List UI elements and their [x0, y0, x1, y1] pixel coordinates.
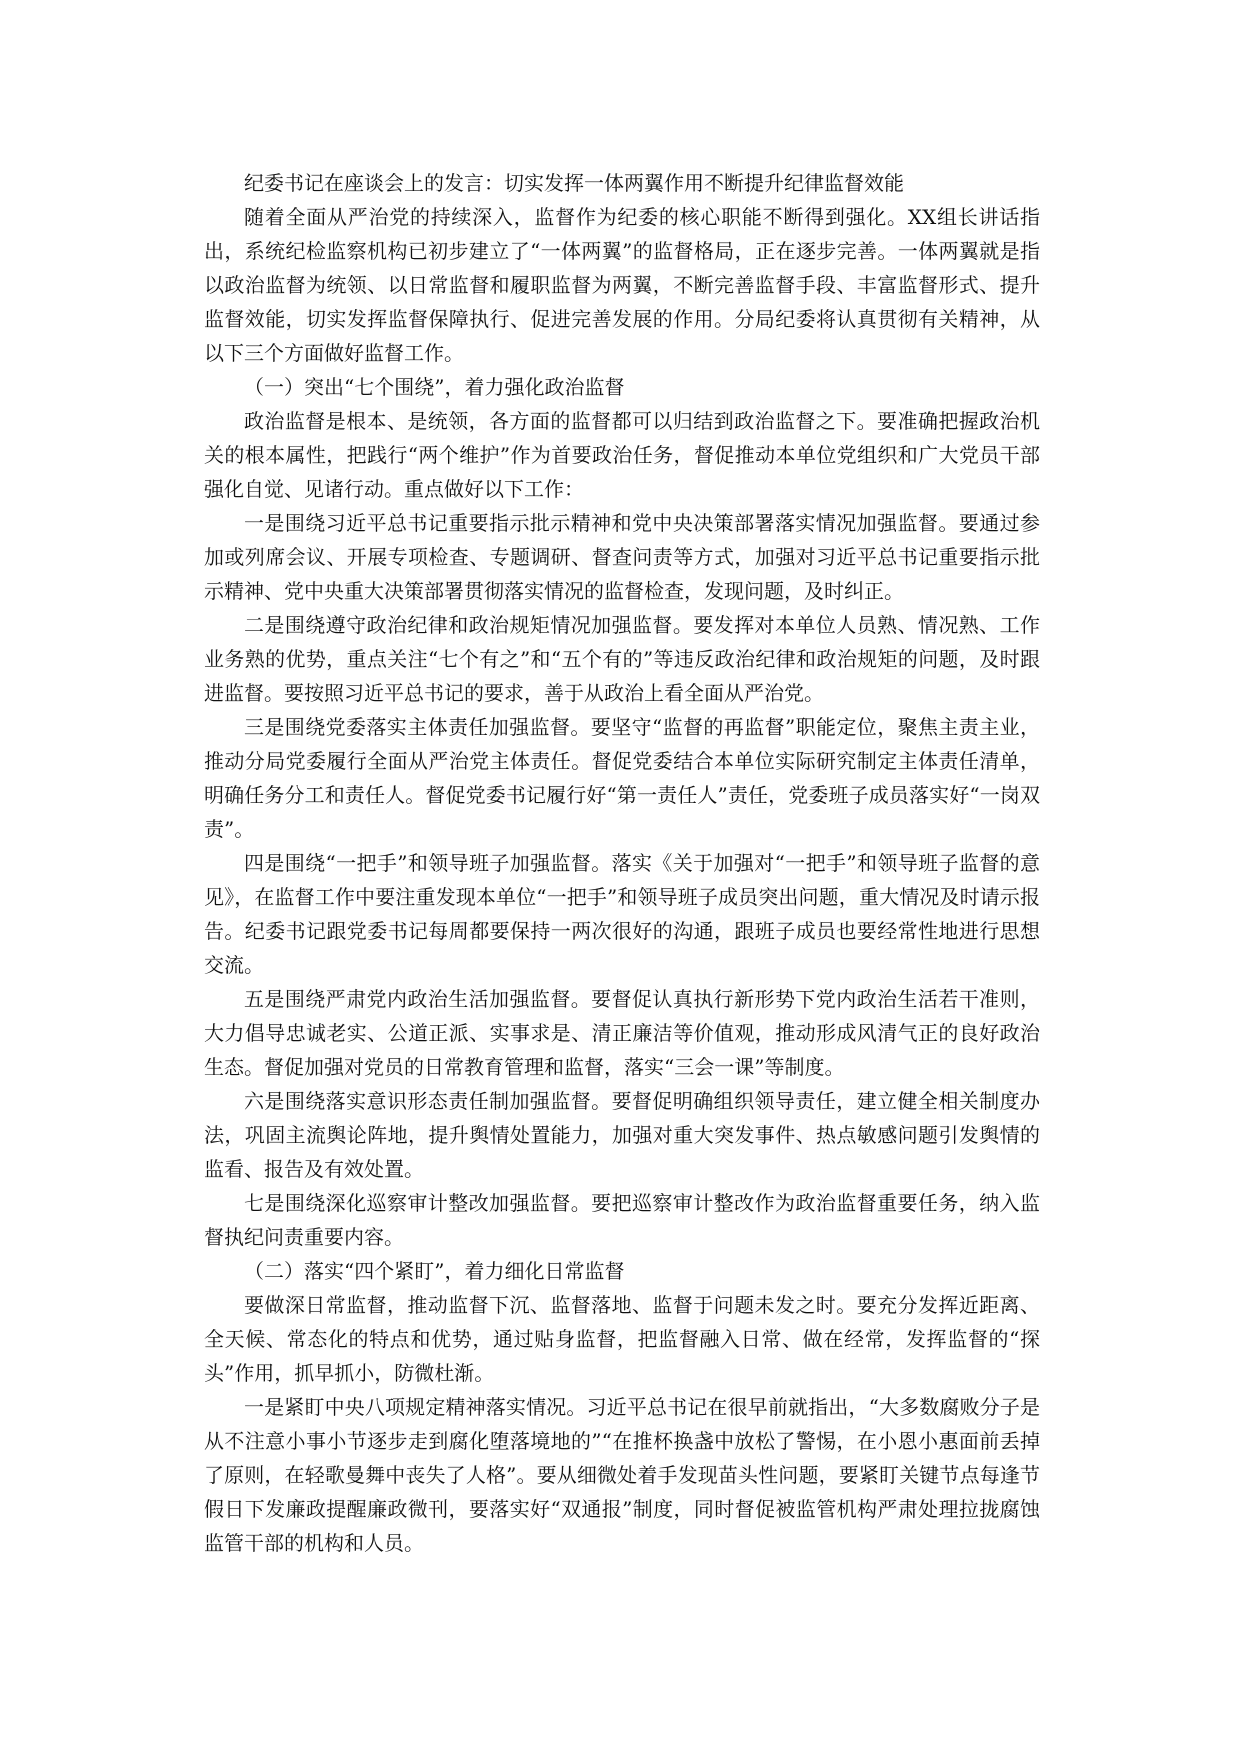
paragraph: 四是围绕“一把手”和领导班子加强监督。落实《关于加强对“一把手”和领导班子监督的意见》，在监督工作中要注重发现本单位“一把手”和领导班子成员突出问题，重大情况及时请示报告。纪委书记跟党委书记每周都要保持一两次很好的沟通，跟班子成员也要经常性地进行思想交流。	[204, 851, 1040, 977]
document-page	[204, 166, 1040, 1560]
document-title: 纪委书记在座谈会上的发言：切实发挥一体两翼作用不断提升纪律监督效能	[244, 171, 904, 195]
paragraph: 一是紧盯中央八项规定精神落实情况。习近平总书记在很早前就指出，“大多数腐败分子是从不注意小事小节逐步走到腐化堕落境地的”“在推杯换盏中放松了警惕，在小恩小惠面前丢掉了原则，在轻歌曼舞中丧失了人格”。要从细微处着手发现苗头性问题，要紧盯关键节点每逢节假日下发廉政提醒廉政微刊，要落实好“双通报”制度，同时督促被监管机构严肃处理拉拢腐蚀监管干部的机构和人员。	[204, 1395, 1040, 1555]
paragraph: 七是围绕深化巡察审计整改加强监督。要把巡察审计整改作为政治监督重要任务，纳入监督执纪问责重要内容。	[204, 1191, 1040, 1249]
section-heading-2: （二）落实“四个紧盯”，着力细化日常监督	[244, 1259, 625, 1283]
paragraph-intro: 随着全面从严治党的持续深入，监督作为纪委的核心职能不断得到强化。XX组长讲话指出，系统纪检监察机构已初步建立了“一体两翼”的监督格局，正在逐步完善。一体两翼就是指以政治监督为统领、以日常监督和履职监督为两翼，不断完善监督手段、丰富监督形式、提升监督效能，切实发挥监督保障执行、促进完善发展的作用。分局纪委将认真贯彻有关精神，从以下三个方面做好监督工作。	[204, 205, 1040, 365]
paragraph: 五是围绕严肃党内政治生活加强监督。要督促认真执行新形势下党内政治生活若干准则，大力倡导忠诚老实、公道正派、实事求是、清正廉洁等价值观，推动形成风清气正的良好政治生态。督促加强对党员的日常教育管理和监督，落实“三会一课”等制度。	[204, 987, 1040, 1079]
paragraph: 政治监督是根本、是统领，各方面的监督都可以归结到政治监督之下。要准确把握政治机关的根本属性，把践行“两个维护”作为首要政治任务，督促推动本单位党组织和广大党员干部强化自觉、见诸行动。重点做好以下工作：	[204, 409, 1040, 501]
paragraph: 六是围绕落实意识形态责任制加强监督。要督促明确组织领导责任，建立健全相关制度办法，巩固主流舆论阵地，提升舆情处置能力，加强对重大突发事件、热点敏感问题引发舆情的监看、报告及有效处置。	[204, 1089, 1040, 1181]
section-heading-1: （一）突出“七个围绕”，着力强化政治监督	[244, 375, 625, 399]
paragraph: 要做深日常监督，推动监督下沉、监督落地、监督于问题未发之时。要充分发挥近距离、全天候、常态化的特点和优势，通过贴身监督，把监督融入日常、做在经常，发挥监督的“探头”作用，抓早抓小，防微杜渐。	[204, 1293, 1040, 1385]
paragraph: 二是围绕遵守政治纪律和政治规矩情况加强监督。要发挥对本单位人员熟、情况熟、工作业务熟的优势，重点关注“七个有之”和“五个有的”等违反政治纪律和政治规矩的问题，及时跟进监督。要按照习近平总书记的要求，善于从政治上看全面从严治党。	[204, 613, 1040, 705]
paragraph: 三是围绕党委落实主体责任加强监督。要坚守“监督的再监督”职能定位，聚焦主责主业，推动分局党委履行全面从严治党主体责任。督促党委结合本单位实际研究制定主体责任清单，明确任务分工和责任人。督促党委书记履行好“第一责任人”责任，党委班子成员落实好“一岗双责”。	[204, 715, 1040, 841]
paragraph: 一是围绕习近平总书记重要指示批示精神和党中央决策部署落实情况加强监督。要通过参加或列席会议、开展专项检查、专题调研、督查问责等方式，加强对习近平总书记重要指示批示精神、党中央重大决策部署贯彻落实情况的监督检查，发现问题，及时纠正。	[204, 511, 1040, 603]
